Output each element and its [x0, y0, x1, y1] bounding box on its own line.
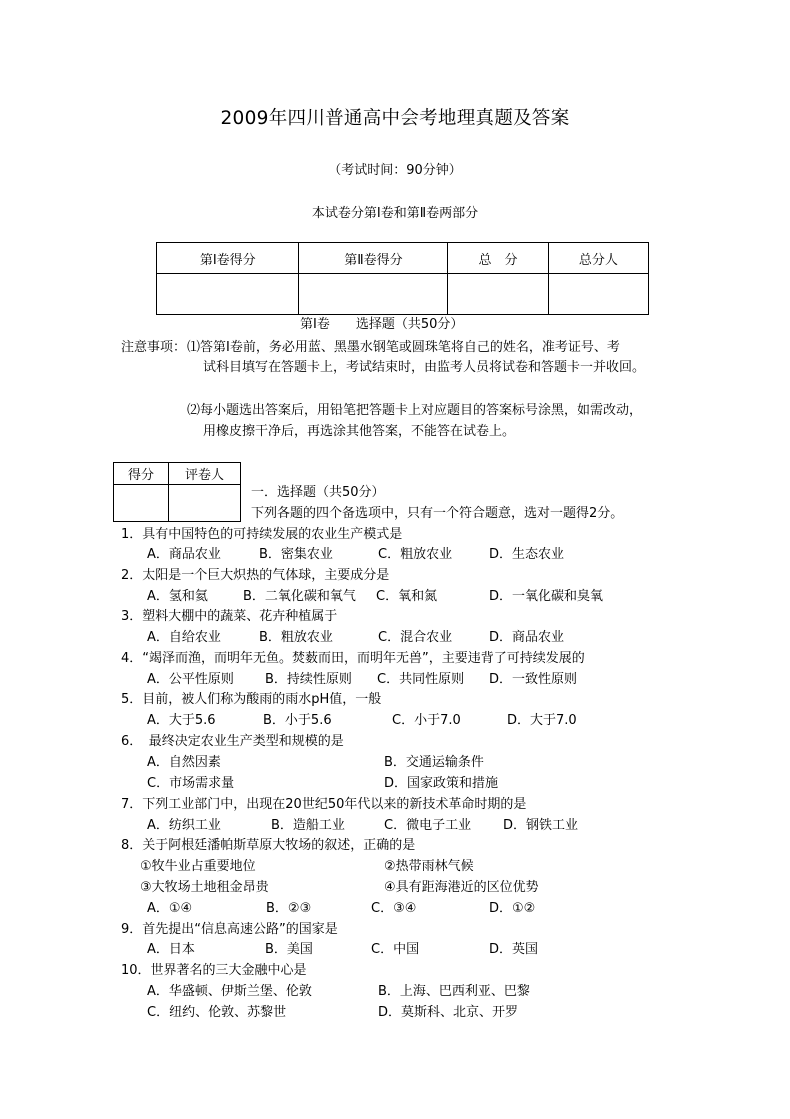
option: B．上海、巴西利亚、巴黎 — [378, 984, 530, 999]
exam-time: （考试时间：90分钟） — [328, 163, 462, 178]
option: C．共同性原则 — [377, 672, 465, 687]
score-cell — [448, 274, 548, 315]
part1-heading: 一．选择题（共50分） — [251, 485, 385, 500]
option: B．二氧化碳和氧气 — [243, 589, 356, 604]
option: D．国家政策和措施 — [384, 776, 499, 791]
grade-header-score: 得分 — [114, 463, 169, 485]
option: C．氧和氮 — [376, 589, 438, 604]
question-stem: 4．“竭泽而渔，而明年无鱼。焚薮而田，而明年无兽”，主要违背了可持续发展的 — [121, 651, 585, 666]
grade-header-grader: 评卷人 — [169, 463, 241, 485]
question-stem: 9．首先提出“信息高速公路”的国家是 — [121, 922, 338, 937]
page-title: 2009年四川普通高中会考地理真题及答案 — [220, 108, 570, 129]
score-header-scorer: 总分人 — [548, 243, 648, 274]
question-stem: 2．太阳是一个巨大炽热的气体球，主要成分是 — [121, 568, 390, 583]
option: C．粗放农业 — [378, 547, 453, 562]
option: D．大于7.0 — [507, 713, 577, 728]
statement: ①牧牛业占重要地位 — [140, 859, 256, 874]
option: C．小于7.0 — [392, 713, 461, 728]
option: B．②③ — [266, 901, 312, 916]
option: D．英国 — [489, 942, 539, 957]
option: A．华盛顿、伊斯兰堡、伦敦 — [147, 984, 312, 999]
option: A．公平性原则 — [147, 672, 234, 687]
option: B．小于5.6 — [263, 713, 332, 728]
exam-intro: 本试卷分第Ⅰ卷和第Ⅱ卷两部分 — [311, 206, 479, 221]
option: C．中国 — [371, 942, 420, 957]
option: A．纺织工业 — [147, 818, 221, 833]
option: B．持续性原则 — [265, 672, 352, 687]
option: A．氢和氦 — [147, 589, 208, 604]
score-table — [156, 242, 649, 315]
score-header-part1: 第Ⅰ卷得分 — [157, 243, 299, 274]
option: B．粗放农业 — [259, 630, 333, 645]
option: D．生态农业 — [489, 547, 565, 562]
option: B．美国 — [265, 942, 313, 957]
option: D．商品农业 — [489, 630, 565, 645]
option: A．大于5.6 — [147, 713, 216, 728]
question-stem: 10．世界著名的三大金融中心是 — [121, 963, 307, 978]
question-stem: 7．下列工业部门中，出现在20世纪50年代以来的新技术革命时期的是 — [121, 797, 527, 812]
option: D．一氧化碳和臭氧 — [489, 589, 604, 604]
score-header-part2: 第Ⅱ卷得分 — [299, 243, 448, 274]
option: D．莫斯科、北京、开罗 — [378, 1005, 519, 1020]
grade-table — [113, 462, 241, 522]
option: B．交通运输条件 — [384, 755, 484, 770]
question-stem: 1．具有中国特色的可持续发展的农业生产模式是 — [121, 527, 403, 542]
note-2-line-2: 用橡皮擦干净后，再选涂其他答案，不能答在试卷上。 — [203, 424, 516, 439]
part1-instruction: 下列各题的四个备选项中，只有一个符合题意，选对一题得2分。 — [251, 506, 624, 521]
option: D．一致性原则 — [489, 672, 578, 687]
score-header-total: 总 分 — [448, 243, 548, 274]
score-cell — [157, 274, 299, 315]
score-cell — [299, 274, 448, 315]
option: D．钢铁工业 — [503, 818, 579, 833]
note-1-line-2: 试科目填写在答题卡上，考试结束时，由监考人员将试卷和答题卡一并收回。 — [203, 360, 646, 375]
statement: ④具有距海港近的区位优势 — [384, 880, 539, 895]
question-stem: 3．塑料大棚中的蔬菜、花卉种植属于 — [121, 609, 338, 624]
option: C．混合农业 — [378, 630, 453, 645]
statement: ②热带雨林气候 — [384, 859, 474, 874]
option: C．③④ — [371, 901, 417, 916]
option: C．市场需求量 — [147, 776, 235, 791]
option: C．纽约、伦敦、苏黎世 — [147, 1005, 287, 1020]
option: A．①④ — [147, 901, 193, 916]
grade-cell — [114, 485, 169, 522]
note-1-line-1: ⑴答第Ⅰ卷前，务必用蓝、黑墨水钢笔或圆珠笔将自己的姓名，准考证号、考 — [187, 340, 620, 355]
statement: ③大牧场土地租金昂贵 — [140, 880, 269, 895]
section1-heading: 第Ⅰ卷 选择题（共50分） — [300, 317, 464, 332]
option: A．日本 — [147, 942, 195, 957]
option: C．微电子工业 — [384, 818, 472, 833]
question-stem: 5．目前，被人们称为酸雨的雨水pH值，一般 — [121, 692, 382, 707]
option: B．造船工业 — [271, 818, 345, 833]
option: A．自给农业 — [147, 630, 221, 645]
option: D．①② — [489, 901, 536, 916]
question-stem: 6． 最终决定农业生产类型和规模的是 — [121, 734, 344, 749]
option: A．自然因素 — [147, 755, 221, 770]
note-2-line-1: ⑵每小题选出答案后，用铅笔把答题卡上对应题目的答案标号涂黑，如需改动， — [187, 403, 643, 418]
option: B．密集农业 — [259, 547, 333, 562]
grade-cell — [169, 485, 241, 522]
question-stem: 8．关于阿根廷潘帕斯草原大牧场的叙述，正确的是 — [121, 838, 416, 853]
notes-label: 注意事项： — [121, 340, 187, 355]
score-cell — [548, 274, 648, 315]
option: A．商品农业 — [147, 547, 221, 562]
